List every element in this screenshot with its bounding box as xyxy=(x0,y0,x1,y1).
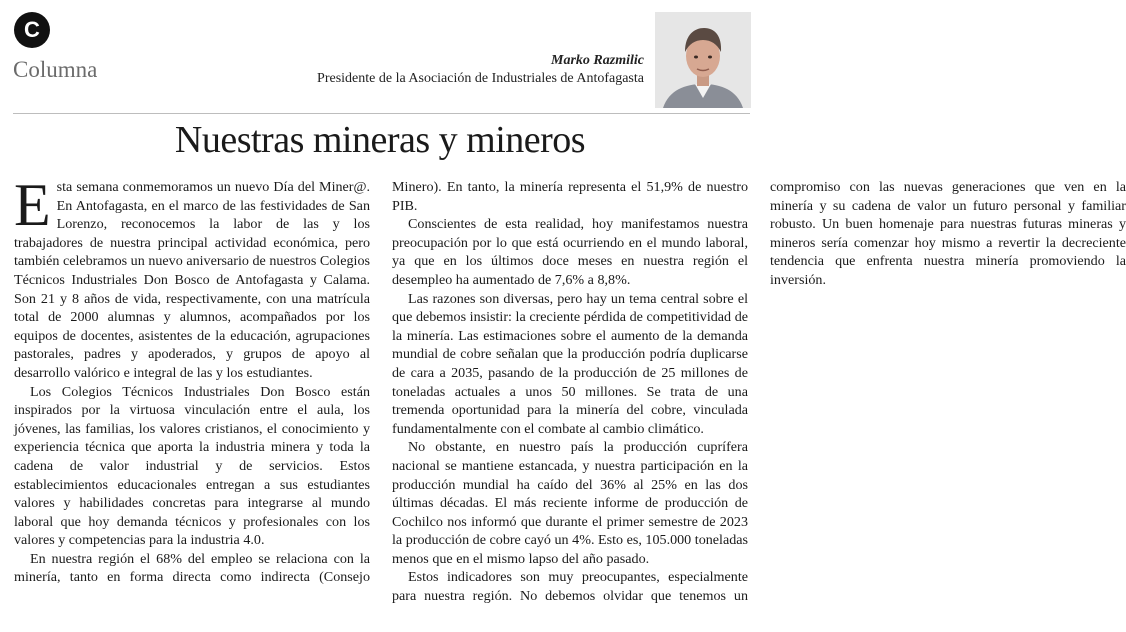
author-byline xyxy=(317,52,644,88)
dropcap: E xyxy=(14,172,51,238)
paragraph-text: sta semana conmemoramos un nuevo Día del Miner@. En Antofagasta, en el marco de las festividades de San Lorenzo, reconocemos la labor de las y los trabajadores de nuestra principal actividad económica, pero también celebramos un nuevo aniversario de nuestros Colegios Técnicos Industriales Don Bosco de Antofagasta y Calama. Son 21 y 8 años de vida, respectivamente, con una matrícula total de 2000 alumnas y alumnos, acompañados por los equipos de docentes, asistentes de la educación, agrupaciones pastorales, padres y apoderados, y grupos de apoyo al desarrollo valórico e integral de las y los estudiantes. xyxy=(14,179,370,381)
column-badge-letter: C xyxy=(24,17,40,42)
article-paragraph: Estos indicadores son muy preocupantes, especialmente para nuestra región. No debemos olvidar que tenemos un compromiso con las nuevas generaciones que ven en la minería y su cadena de valor un futuro personal y familiar robusto. Un buen homenaje para nuestras futuras mineras y mineros sería comenzar hoy mismo a revertir la decreciente tendencia que enfrenta nuestra minería promoviendo la inversión. xyxy=(392,179,1126,605)
article-paragraph: Las razones son diversas, pero hay un tema central sobre el que debemos insistir: la creciente pérdida de competitividad de la minería. Las estimaciones sobre el aumento de la demanda mundial de cobre señalan que la producción podría duplicarse de cara a 2035, pasando de la producción de 25 millones de toneladas actuales a unos 50 millones. Se trata de una tremenda oportunidad para la minería del cobre, vinculada fundamentalmente con el combate al cambio climático. xyxy=(392,290,748,437)
header-divider xyxy=(13,113,750,114)
article-paragraph: Conscientes de esta realidad, hoy manifestamos nuestra preocupación por lo que está ocurriendo en el mundo laboral, ya que en los últimos doce meses en nuestra región el desempleo ha aumentado de 7,6% a 8,8%. xyxy=(392,216,748,288)
article-paragraph: No obstante, en nuestro país la producción cuprífera nacional se mantiene estancada, y nuestra participación en la producción mundial ha caído del 36% al 25% en las dos últimas décadas. El más reciente informe de producción de Cochilco nos informó que durante el primer semestre de 2023 la producción de cobre cayó un 4%. Esto es, 105.000 toneladas menos que en el mismo lapso del año pasado. xyxy=(392,439,748,567)
author-title: Presidente de la Asociación de Industriales de Antofagasta xyxy=(317,71,644,86)
article-paragraph: En nuestra región el 68% del empleo se relaciona con la minería, tanto en forma directa como indirecta (Consejo Minero). En tanto, la minería representa el 51,9% de nuestro PIB. xyxy=(14,179,748,586)
headline: Nuestras mineras y mineros xyxy=(174,119,586,161)
article-paragraph xyxy=(14,172,370,383)
section-label: Columna xyxy=(13,57,98,82)
article-paragraph: Los Colegios Técnicos Industriales Don Bosco están inspirados por la virtuosa vinculación entre el aula, los jóvenes, las familias, los valores cristianos, el conocimiento y experiencia técnica que aporta la industria minera y toda la cadena de valor industrial y de servicios. Estos establecimientos educacionales entregan a sus estudiantes valores y habilidades concretas para integrarse al mundo laboral que hoy demanda técnicos y profesionales con los valores y competencias para la industria 4.0. xyxy=(14,383,370,549)
author-portrait-icon xyxy=(655,12,751,108)
article-body xyxy=(14,172,1126,618)
author-name: Marko Razmilic xyxy=(551,53,644,68)
column-badge xyxy=(14,12,50,48)
